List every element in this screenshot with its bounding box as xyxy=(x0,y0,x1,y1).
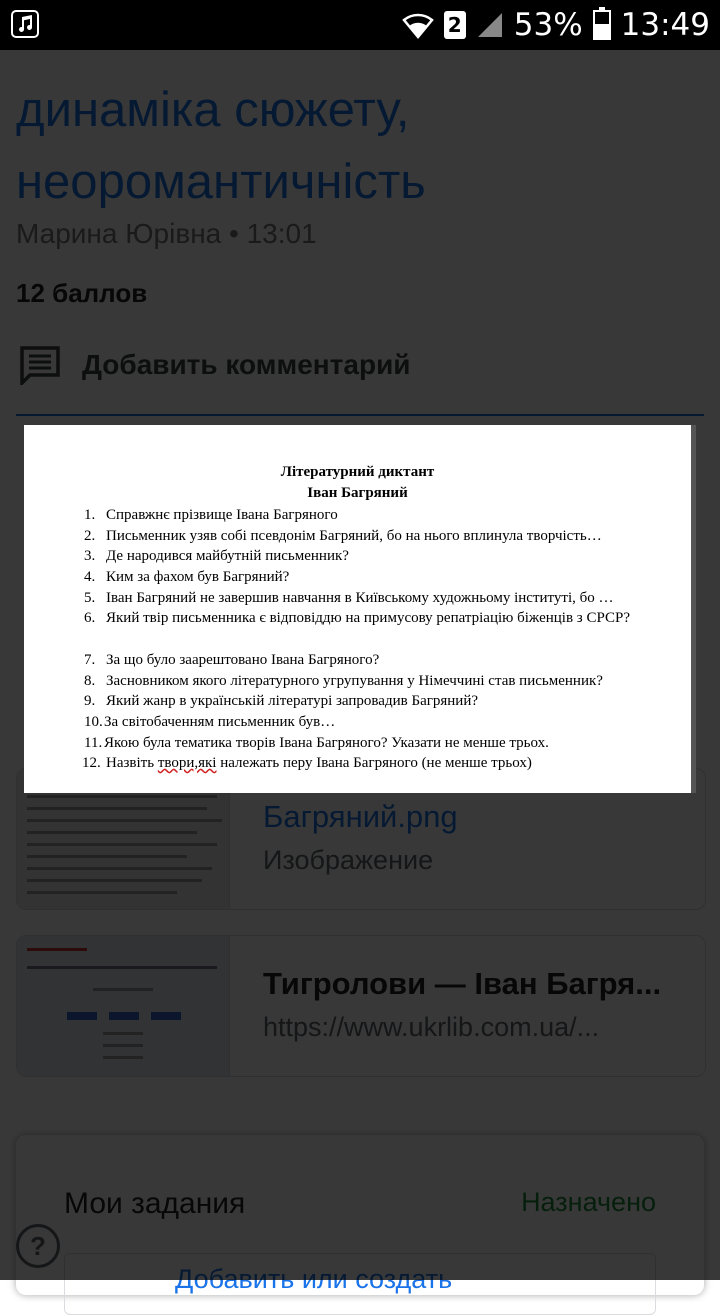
clock: 13:49 xyxy=(620,7,710,43)
question-item: 7. За що було заарештовано Івана Багряного? xyxy=(84,652,380,668)
image-right-edge xyxy=(691,425,696,793)
wifi-icon xyxy=(402,11,434,39)
battery-percent: 53% xyxy=(513,7,583,43)
question-item: 1. Справжнє прізвище Івана Багряного xyxy=(84,507,338,523)
battery-icon xyxy=(593,10,611,40)
question-item: 4. Ким за фахом був Багряний? xyxy=(84,569,290,585)
document-subtitle: Іван Багряний xyxy=(307,485,408,501)
question-item: 6. Який твір письменника є відповіддю на примусову репатріацію біженців з СРСР? xyxy=(84,610,630,626)
music-notification-icon xyxy=(11,10,39,38)
spellcheck-underlined-text: твори,які xyxy=(157,755,217,771)
question-item: 3. Де народився майбутній письменник? xyxy=(84,548,349,564)
question-item: 8. Засновником якого літературного угрупування у Німеччині став письменник? xyxy=(84,673,603,689)
sim-slot-icon: 2 xyxy=(444,11,466,39)
signal-icon xyxy=(476,11,504,39)
question-item: 2. Письменник узяв собі псевдонім Багряний, бо на нього вплинула творчість… xyxy=(84,528,602,544)
question-item: 10. За світобаченням письменник був… xyxy=(84,714,336,730)
question-item: 5. Іван Багряний не завершив навчання в Київському художньому інституті, бо … xyxy=(84,590,614,606)
question-item: 12. Назвіть твори,які належать перу Івана Багряного (не менше трьох) xyxy=(82,755,532,771)
document-title: Літературний диктант xyxy=(280,464,435,480)
question-item: 11. Якою була тематика творів Івана Багряного? Указати не менше трьох. xyxy=(84,735,549,751)
image-viewer[interactable] xyxy=(24,425,696,793)
status-bar xyxy=(0,0,720,50)
question-item: 9. Який жанр в українській літературі запровадив Багряний? xyxy=(84,693,479,709)
